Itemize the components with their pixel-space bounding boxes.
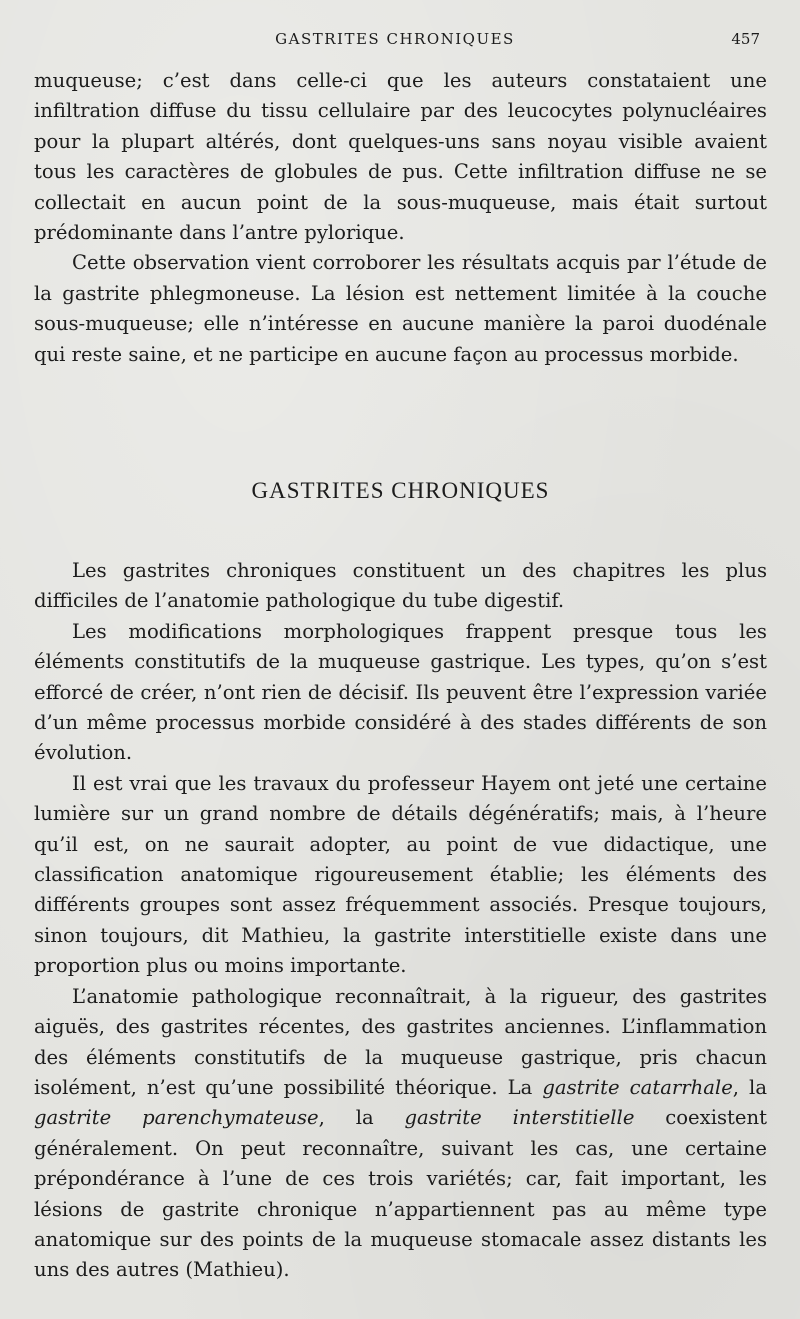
paragraph: Les gastrites chroniques constituent un des chapitres les plus difficiles de l’anatomie pathologique du tube digestif.	[34, 559, 767, 613]
top-text-block	[34, 66, 767, 370]
paragraph: Les modifications morphologiques frappent presque tous les éléments constitutifs de la muqueuse gastrique. Les types, qu’on s’est efforcé de créer, n’ont rien de décisif. Ils peuvent être l’expression variée d’un même processus morbide considéré à des stades différents de son évolution.	[34, 619, 767, 765]
running-head	[34, 30, 760, 54]
text-run: , la	[732, 1075, 768, 1099]
italic-term: gastrite catarrhale	[542, 1075, 733, 1099]
section-title: GASTRITES CHRONIQUES	[251, 478, 550, 503]
text-run: , la	[318, 1106, 405, 1130]
paragraph: Cette observation vient corroborer les résultats acquis par l’étude de la gastrite phlegmoneuse. La lésion est nettement limitée à la couche sous-muqueuse; elle n’intéresse en aucune manière la paroi duodénale qui reste saine, et ne participe en aucune façon au processus morbide.	[34, 251, 767, 366]
paragraph: Il est vrai que les travaux du professeur Hayem ont jeté une certaine lumière sur un grand nombre de détails dégénératifs; mais, à l’heure qu’il est, on ne saurait adopter, au point de vue didactique, une classification anatomique rigoureusement établie; les éléments des différents groupes sont assez fréquemment associés. Presque toujours, sinon toujours, dit Mathieu, la gastrite interstitielle existe dans une proportion plus ou moins importante.	[34, 771, 767, 978]
text-run: coexistent généralement. On peut reconnaître, suivant les cas, une certaine prépondérance à l’une de ces trois variétés; car, fait important, les lésions de gastrite chronique n’appartiennent pas au même type anatomique sur des points de la muqueuse stomacale assez distants les uns des autres (Mathieu).	[34, 1106, 767, 1282]
italic-term: gastrite parenchymateuse	[34, 1106, 319, 1130]
page-number: 457	[731, 30, 760, 48]
text-run: L’anatomie pathologique reconnaîtrait, à la rigueur, des gastrites aiguës, des gastrites récentes, des gastrites anciennes. L’inflammation des éléments constitutifs de la muqueuse gastrique, pris chacun isolément, n’est qu’une possibilité théorique. La	[34, 984, 767, 1099]
italic-term: gastrite interstitielle	[404, 1106, 635, 1130]
running-title: GASTRITES CHRONIQUES	[275, 30, 515, 48]
section-text-block	[34, 556, 767, 1286]
paragraph-continued: muqueuse; c’est dans celle-ci que les auteurs constataient une infiltration diffuse du tissu cellulaire par des leucocytes polynucléaires pour la plupart altérés, dont quelques-uns sans noyau visible avaient tous les caractères de globules de pus. Cette infiltration diffuse ne se collectait en aucun point de la sous-muqueuse, mais était surtout prédominante dans l’antre pylorique.	[34, 69, 767, 245]
paragraph-last	[34, 982, 767, 1286]
